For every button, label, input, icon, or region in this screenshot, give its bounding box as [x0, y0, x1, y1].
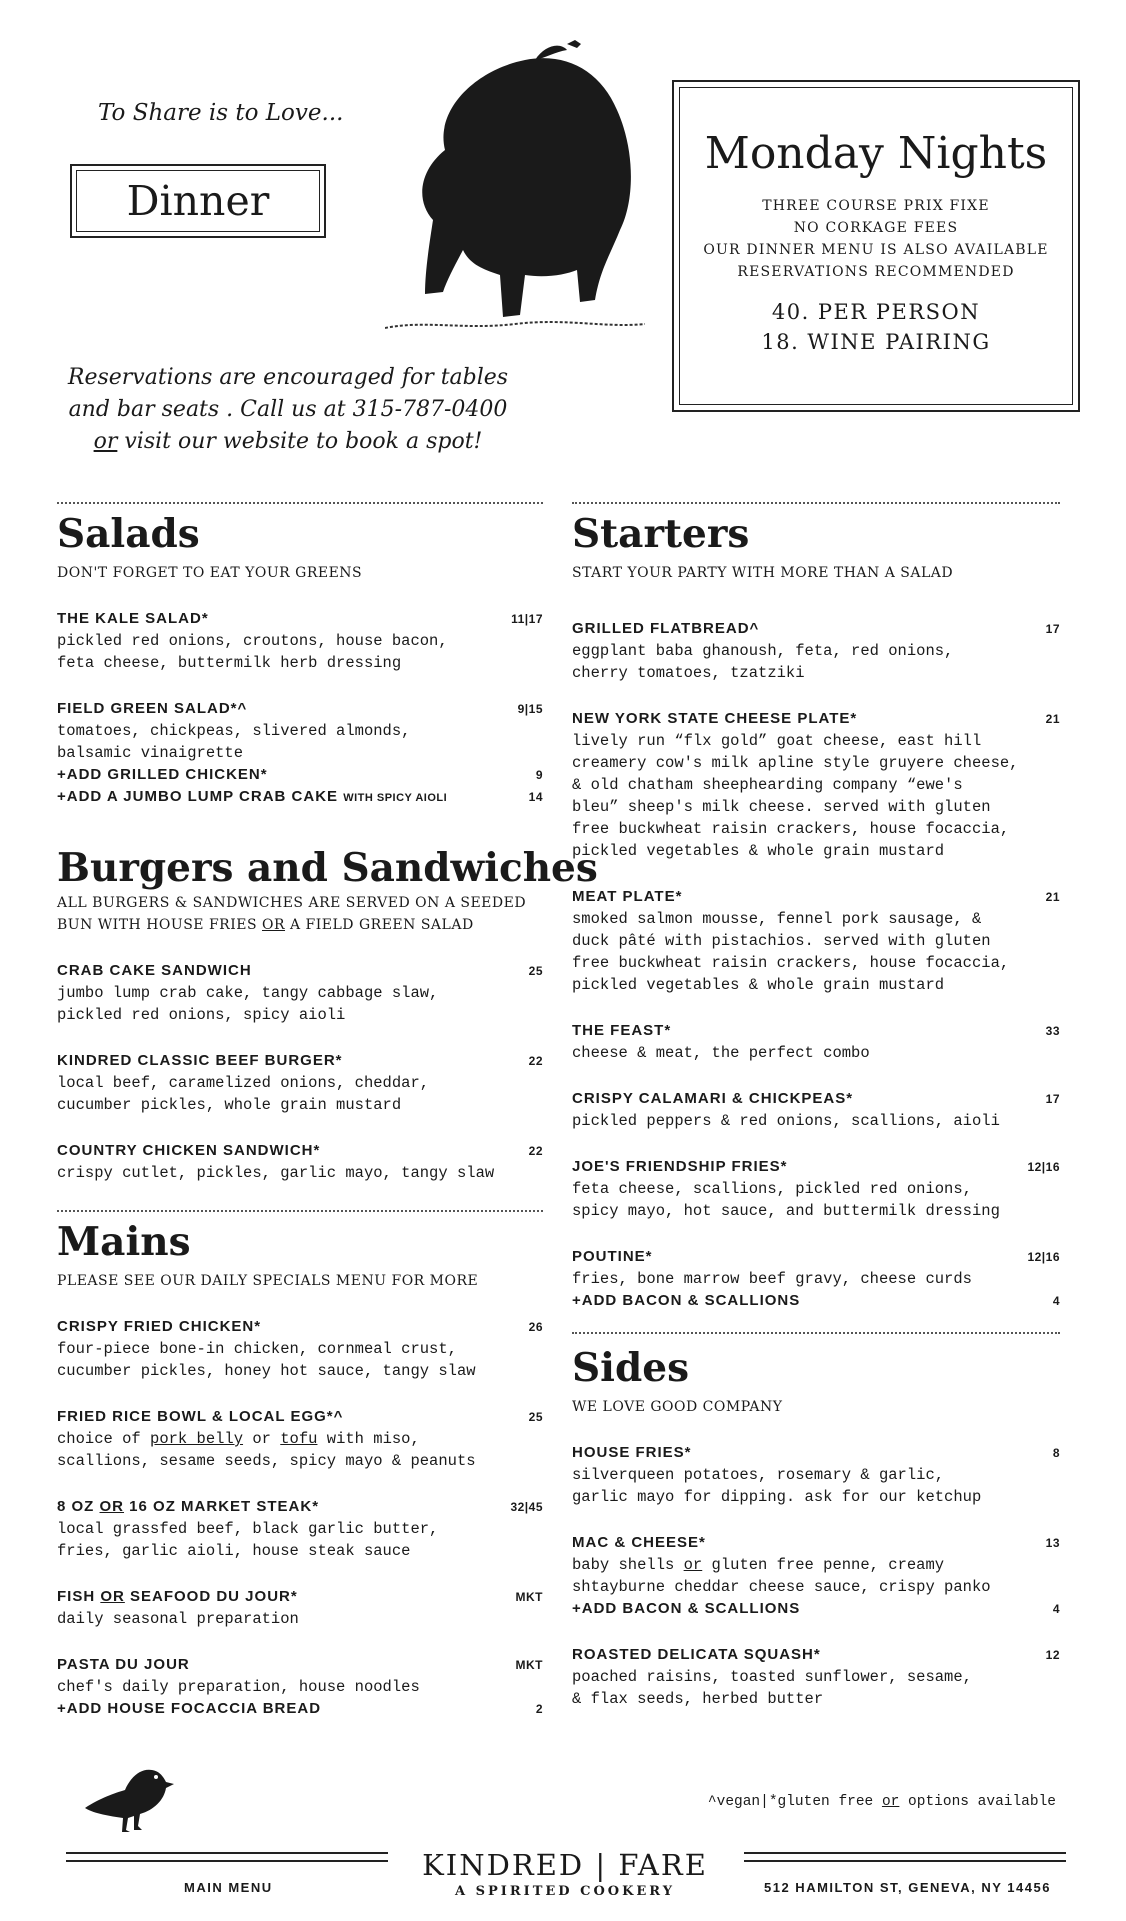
- item-description: local beef, caramelized onions, cheddar, cucumber pickles, whole grain mustard: [57, 1074, 430, 1114]
- item-description: fries, bone marrow beef gravy, cheese curds: [572, 1270, 972, 1288]
- item-description: chef's daily preparation, house noodles: [57, 1678, 420, 1696]
- item-description: cheese & meat, the perfect combo: [572, 1044, 870, 1062]
- divider: [572, 502, 1060, 504]
- menu-item: [57, 1140, 543, 1184]
- item-price: MKT: [515, 1590, 543, 1604]
- subtitle-line: [57, 914, 543, 936]
- menu-item: [572, 618, 1060, 684]
- subtitle-part: BUN WITH HOUSE FRIES: [57, 917, 262, 933]
- menu-item: [57, 1050, 543, 1116]
- item-name: CRISPY CALAMARI & CHICKPEAS*: [572, 1090, 854, 1107]
- monday-line: OUR DINNER MENU IS ALSO AVAILABLE: [703, 242, 1049, 258]
- subtitle-line: ALL BURGERS & SANDWICHES ARE SERVED ON A SEEDED: [57, 895, 527, 911]
- item-name: FRIED RICE BOWL & LOCAL EGG*^: [57, 1408, 344, 1425]
- item-description: [572, 1554, 1060, 1598]
- menu-item: [572, 1644, 1060, 1710]
- addon-price: 14: [528, 790, 543, 804]
- footer-main-menu: MAIN MENU: [184, 1880, 273, 1895]
- addon-suffix: WITH SPICY AIOLI: [343, 792, 448, 804]
- addon-name: +ADD HOUSE FOCACCIA BREAD: [57, 1700, 322, 1717]
- or-text: or: [683, 1556, 703, 1574]
- item-price: 17: [1045, 622, 1060, 636]
- item-name: GRILLED FLATBREAD^: [572, 620, 760, 637]
- section-title: Burgers and Sandwiches: [57, 845, 598, 891]
- sides-section: [572, 1346, 1060, 1710]
- desc-underlined: tofu: [280, 1430, 318, 1448]
- item-price: 26: [528, 1320, 543, 1334]
- dinner-label: [70, 164, 326, 238]
- menu-item: [57, 608, 543, 674]
- dinner-label-text: Dinner: [126, 177, 270, 225]
- legend-part: ^vegan|*gluten free: [707, 1794, 882, 1810]
- item-description: poached raisins, toasted sunflower, sesame, & flax seeds, herbed butter: [572, 1668, 972, 1708]
- item-description: local grassfed beef, black garlic butter, fries, garlic aioli, house steak sauce: [57, 1520, 439, 1560]
- monday-line: NO CORKAGE FEES: [793, 220, 959, 236]
- item-name: CRAB CAKE SANDWICH: [57, 962, 252, 979]
- addon-name: +ADD GRILLED CHICKEN*: [57, 766, 268, 783]
- footer-rule-left: [66, 1852, 388, 1862]
- menu-item: [572, 1020, 1060, 1064]
- item-description: feta cheese, scallions, pickled red onions, spicy mayo, hot sauce, and buttermilk dressing: [572, 1180, 1000, 1220]
- item-price: 9|15: [517, 702, 543, 716]
- item-price: 25: [528, 964, 543, 978]
- or-text: OR: [262, 917, 286, 933]
- desc-part: shtayburne cheddar cheese sauce, crispy panko: [572, 1578, 991, 1596]
- divider: [57, 502, 543, 504]
- item-description: pickled peppers & red onions, scallions, aioli: [572, 1112, 1000, 1130]
- item-price: 22: [528, 1054, 543, 1068]
- or-text: or: [881, 1794, 900, 1810]
- section-subtitle: [57, 892, 543, 936]
- item-description: jumbo lump crab cake, tangy cabbage slaw, pickled red onions, spicy aioli: [57, 984, 439, 1024]
- item-price: 21: [1045, 712, 1060, 726]
- monday-title: Monday Nights: [704, 128, 1048, 179]
- item-description: daily seasonal preparation: [57, 1610, 299, 1628]
- menu-item: [572, 1088, 1060, 1132]
- menu-item: [572, 1246, 1060, 1290]
- item-description: [57, 1428, 543, 1472]
- monday-line: RESERVATIONS RECOMMENDED: [737, 264, 1015, 280]
- addon: [572, 1290, 1060, 1312]
- item-name: HOUSE FRIES*: [572, 1444, 692, 1461]
- section-subtitle: DON'T FORGET TO EAT YOUR GREENS: [57, 565, 363, 581]
- menu-item: [57, 1406, 543, 1472]
- addon-price: 9: [535, 768, 543, 782]
- item-price: 32|45: [510, 1500, 543, 1514]
- section-title: Starters: [572, 511, 750, 557]
- menu-item: [572, 708, 1060, 862]
- addon: [57, 1698, 543, 1720]
- section-subtitle: WE LOVE GOOD COMPANY: [572, 1399, 783, 1415]
- item-description: four-piece bone-in chicken, cornmeal crust, cucumber pickles, honey hot sauce, tangy slaw: [57, 1340, 476, 1380]
- item-price: 17: [1045, 1092, 1060, 1106]
- monday-nights-box: [672, 80, 1080, 412]
- desc-part: choice of: [57, 1430, 151, 1448]
- addon-name: +ADD BACON & SCALLIONS: [572, 1600, 801, 1617]
- addon-name: +ADD A JUMBO LUMP CRAB CAKE: [57, 788, 339, 805]
- monday-prices: [674, 297, 1078, 357]
- bird-illustration: [80, 1748, 180, 1833]
- name-part: SEAFOOD DU JOUR*: [124, 1588, 298, 1605]
- item-price: 22: [528, 1144, 543, 1158]
- name-part: 8 OZ: [57, 1498, 100, 1515]
- desc-part: or: [243, 1430, 281, 1448]
- menu-item: [572, 1156, 1060, 1222]
- menu-item: [57, 698, 543, 764]
- addon-price: 2: [535, 1702, 543, 1716]
- section-title: Salads: [57, 511, 200, 557]
- item-description: pickled red onions, croutons, house bacon, feta cheese, buttermilk herb dressing: [57, 632, 448, 672]
- item-price: 33: [1045, 1024, 1060, 1038]
- desc-part: scallions, sesame seeds, spicy mayo & peanuts: [57, 1452, 476, 1470]
- item-description: eggplant baba ghanoush, feta, red onions, cherry tomatoes, tzatziki: [572, 642, 954, 682]
- item-name: [57, 1496, 319, 1518]
- menu-item: [572, 1442, 1060, 1508]
- item-name: [57, 1586, 298, 1608]
- footer-rule-right: [744, 1852, 1066, 1862]
- item-price: 11|17: [511, 612, 543, 626]
- name-part: 16 OZ MARKET STEAK*: [124, 1498, 320, 1515]
- divider: [57, 1210, 543, 1212]
- desc-part: gluten free penne, creamy: [702, 1556, 945, 1574]
- reservations-line-rest: visit our website to book a spot!: [117, 429, 483, 454]
- item-name: PASTA DU JOUR: [57, 1656, 190, 1673]
- item-price: 8: [1052, 1446, 1060, 1460]
- item-price: 25: [528, 1410, 543, 1424]
- mains-section: [57, 1220, 543, 1720]
- menu-item: [572, 1532, 1060, 1598]
- item-price: 12: [1045, 1648, 1060, 1662]
- footer-address: 512 HAMILTON ST, GENEVA, NY 14456: [764, 1880, 1051, 1895]
- addon: [57, 764, 543, 786]
- item-name: KINDRED CLASSIC BEEF BURGER*: [57, 1052, 343, 1069]
- section-subtitle: START YOUR PARTY WITH MORE THAN A SALAD: [572, 565, 954, 581]
- name-part: FISH: [57, 1588, 101, 1605]
- monday-details: [674, 195, 1078, 283]
- item-name: POUTINE*: [572, 1248, 653, 1265]
- divider: [572, 1332, 1060, 1334]
- reservations-line: Reservations are encouraged for tables: [67, 365, 509, 390]
- item-name: CRISPY FRIED CHICKEN*: [57, 1318, 262, 1335]
- addon-price: 4: [1052, 1294, 1060, 1308]
- monday-price: 40. PER PERSON: [771, 300, 981, 324]
- menu-item: [57, 1316, 543, 1382]
- item-description: tomatoes, chickpeas, slivered almonds, balsamic vinaigrette: [57, 722, 411, 762]
- menu-item: [57, 960, 543, 1026]
- addon: [572, 1598, 1060, 1620]
- addon-price: 4: [1052, 1602, 1060, 1616]
- reservations-line: and bar seats . Call us at 315-787-0400: [68, 397, 508, 422]
- bison-illustration: [385, 30, 645, 335]
- menu-item: [57, 1654, 543, 1698]
- starters-section: [572, 512, 1060, 1312]
- brand-subtitle: A SPIRITED COOKERY: [454, 1884, 675, 1899]
- item-name: ROASTED DELICATA SQUASH*: [572, 1646, 821, 1663]
- item-name: JOE'S FRIENDSHIP FRIES*: [572, 1158, 788, 1175]
- item-name: MAC & CHEESE*: [572, 1534, 706, 1551]
- item-name: NEW YORK STATE CHEESE PLATE*: [572, 710, 858, 727]
- item-price: 21: [1045, 890, 1060, 904]
- item-name: MEAT PLATE*: [572, 888, 683, 905]
- or-text: or: [93, 429, 118, 454]
- item-description: lively run “flx gold” goat cheese, east hill creamery cow's milk apline style gruyere cheese, & old chatham sheephearding company “ewe's bleu” sheep's milk cheese. served with gluten free buckwheat raisin crackers, house focaccia, pickled vegetables & whole grain mustard: [572, 732, 1019, 860]
- menu-item: [57, 1586, 543, 1630]
- menu-item: [572, 886, 1060, 996]
- brand-name: KINDRED | FARE: [422, 1848, 708, 1882]
- item-price: 12|16: [1027, 1250, 1060, 1264]
- section-title: Mains: [57, 1219, 191, 1265]
- item-description: smoked salmon mousse, fennel pork sausage, & duck pâté with pistachios. served with gluten free buckwheat raisin crackers, house focaccia, pickled vegetables & whole grain mustard: [572, 910, 1010, 994]
- or-text: OR: [100, 1588, 125, 1605]
- burgers-section: [57, 845, 598, 1184]
- menu-item: [57, 1496, 543, 1562]
- item-name: COUNTRY CHICKEN SANDWICH*: [57, 1142, 321, 1159]
- item-price: 12|16: [1027, 1160, 1060, 1174]
- salads-section: [57, 512, 543, 809]
- item-description: silverqueen potatoes, rosemary & garlic, garlic mayo for dipping. ask for our ketchup: [572, 1466, 982, 1506]
- item-price: MKT: [515, 1658, 543, 1672]
- item-name: THE FEAST*: [572, 1022, 672, 1039]
- legend-part: options available: [899, 1794, 1056, 1810]
- desc-part: with miso,: [317, 1430, 420, 1448]
- section-title: Sides: [572, 1345, 690, 1391]
- item-description: crispy cutlet, pickles, garlic mayo, tangy slaw: [57, 1164, 495, 1182]
- monday-line: THREE COURSE PRIX FIXE: [762, 198, 990, 214]
- or-text: OR: [99, 1498, 125, 1515]
- tagline: To Share is to Love...: [98, 100, 344, 126]
- section-subtitle: PLEASE SEE OUR DAILY SPECIALS MENU FOR MORE: [57, 1273, 479, 1289]
- dietary-legend: [708, 1794, 1056, 1810]
- addon-name: +ADD BACON & SCALLIONS: [572, 1292, 801, 1309]
- item-price: 13: [1045, 1536, 1060, 1550]
- brand-logo: [400, 1848, 730, 1899]
- subtitle-part: A FIELD GREEN SALAD: [285, 917, 474, 933]
- item-name: FIELD GREEN SALAD*^: [57, 700, 248, 717]
- reservations-note: [48, 362, 528, 458]
- reservations-line: [48, 426, 528, 458]
- monday-price: 18. WINE PAIRING: [761, 330, 991, 354]
- addon: [57, 786, 543, 809]
- desc-underlined: pork belly: [150, 1430, 244, 1448]
- desc-part: baby shells: [572, 1556, 684, 1574]
- item-name: THE KALE SALAD*: [57, 610, 209, 627]
